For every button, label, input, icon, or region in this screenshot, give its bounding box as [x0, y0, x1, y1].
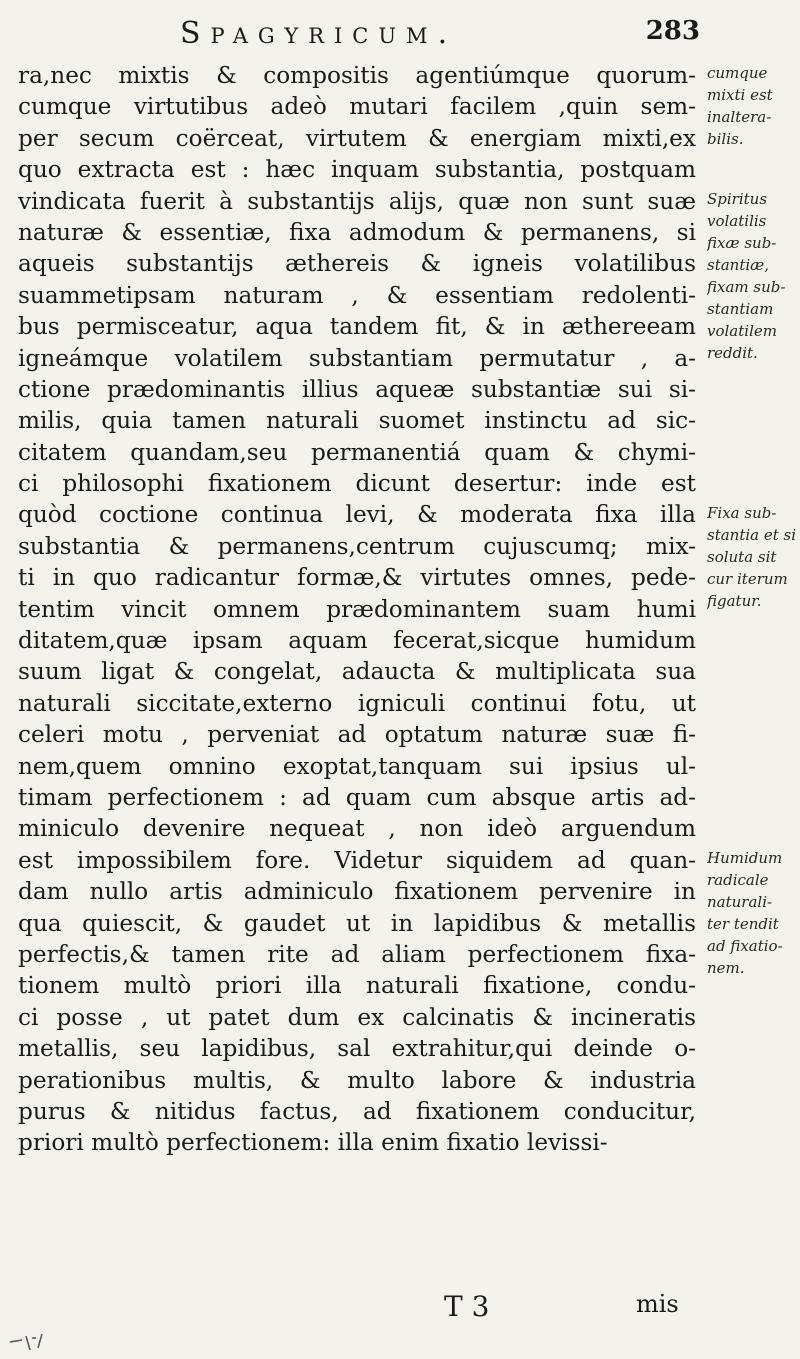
page-number: 283 [645, 16, 700, 46]
text-line: est impossibilem fore. Videtur siquidem ad quan- [18, 846, 696, 874]
text-line: ctione prædominantis illius aqueæ substantiæ sui si- [18, 375, 696, 403]
marginal-note-line: stantiam [707, 299, 774, 318]
text-line: perationibus multis, & multo labore & industria [18, 1066, 696, 1094]
text-line: bus permisceatur, aqua tandem fit, & in æthereeam [18, 313, 696, 341]
marginal-note-line: bilis. [707, 130, 744, 148]
text-line: metallis, seu lapidibus, sal extrahitur,qui deinde o- [18, 1035, 696, 1063]
text-line: ci philosophi fixationem dicunt desertur: inde est [18, 470, 696, 498]
marginal-note [707, 188, 797, 364]
marginal-note-line: mixti est [707, 86, 773, 104]
text-line: suammetipsam naturam , & essentiam redolenti- [18, 281, 696, 309]
text-line: miniculo devenire nequeat , non ideò arguendum [18, 815, 696, 843]
text-line: igneámque volatilem substantiam permutatur , a- [18, 344, 696, 372]
marginal-note-line: figatur. [707, 591, 762, 610]
text-line: qua quiescit, & gaudet ut in lapidibus & metallis [18, 909, 696, 937]
text-line: aqueis substantijs æthereis & igneis volatilibus [18, 250, 696, 278]
text-line: naturæ & essentiæ, fixa admodum & permanens, si [18, 218, 696, 246]
text-line: ra,nec mixtis & compositis agentiúmque quorum- [18, 62, 696, 89]
marginal-note-line: radicale [707, 871, 769, 889]
marginal-note-line: cumque [707, 64, 768, 82]
marginal-note-line: volatilem [707, 321, 777, 340]
main-text-block [18, 60, 696, 1159]
text-line: suum ligat & congelat, adaucta & multiplicata sua [18, 658, 696, 686]
marginal-note-line: naturali- [707, 893, 773, 911]
marginal-note-line: fixæ sub- [707, 233, 777, 252]
text-line: quo extracta est : hæc inquam substantia, postquam [18, 156, 696, 184]
marginal-note [707, 847, 797, 979]
marginal-note-line: Humidum [707, 849, 783, 867]
marginal-note-line: stantia et si [707, 525, 797, 544]
text-line: timam perfectionem : ad quam cum absque artis ad- [18, 783, 696, 811]
marginal-note-line: reddit. [707, 343, 758, 362]
text-line: ti in quo radicantur formæ,& virtutes omnes, pede- [18, 564, 696, 592]
catchword: mis [636, 1290, 679, 1318]
text-line: purus & nitidus factus, ad fixationem conducitur, [18, 1097, 696, 1125]
text-line: tionem multò priori illa naturali fixatione, condu- [18, 972, 696, 1000]
text-line: ditatem,quæ ipsam aquam fecerat,sicque humidum [18, 627, 696, 655]
text-line: per secum coërceat, virtutem & energiam mixti,ex [18, 124, 696, 152]
marginal-note-line: nem. [707, 959, 745, 977]
marginal-note-line: ad fixatio- [707, 937, 783, 955]
marginal-note-line: Fixa sub- [707, 503, 777, 522]
marginal-note-line: Spiritus [707, 189, 768, 208]
text-line: perfectis,& tamen rite ad aliam perfectionem fixa- [18, 940, 696, 968]
marginal-note-line: soluta sit [707, 547, 777, 566]
marginal-note-line: inaltera- [707, 108, 772, 126]
running-head: Spagyricum. [180, 16, 458, 51]
text-line: quòd coctione continua levi, & moderata fixa illa [18, 501, 696, 529]
text-line: substantia & permanens,centrum cujuscumq; mix- [18, 532, 696, 560]
text-line: tentim vincit omnem prædominantem suam humi [18, 595, 696, 623]
marginal-note-line: volatilis [707, 211, 767, 230]
marginal-note-line: fixam sub- [707, 277, 786, 296]
text-line: dam nullo artis adminiculo fixationem pervenire in [18, 878, 696, 906]
page-header [140, 12, 700, 64]
text-line: vindicata fuerit à substantijs alijs, quæ non sunt suæ [18, 187, 696, 215]
marginal-note [707, 502, 797, 612]
text-line: nem,quem omnino exoptat,tanquam sui ipsius ul- [18, 752, 696, 780]
text-line: celeri motu , perveniat ad optatum naturæ suæ fi- [18, 721, 696, 749]
marginal-note-line: cur iterum [707, 569, 788, 588]
text-line: naturali siccitate,externo igniculi continui fotu, ut [18, 689, 696, 717]
text-line: citatem quandam,seu permanentiá quam & chymi- [18, 438, 696, 466]
marginal-note-line: stantiæ, [707, 255, 770, 274]
marginal-note-line: ter tendit [707, 915, 779, 933]
text-line: ci posse , ut patet dum ex calcinatis & incineratis [18, 1003, 696, 1031]
signature-mark: T 3 [444, 1290, 490, 1323]
text-line: milis, quia tamen naturali suomet instinctu ad sic- [18, 407, 696, 435]
marginal-note [707, 62, 797, 150]
ink-smudge-icon [6, 1328, 66, 1356]
page-footer [0, 1290, 800, 1359]
text-line: cumque virtutibus adeò mutari facilem ,quin sem- [18, 93, 696, 121]
text-line: priori multò perfectionem: illa enim fixatio levissi- [18, 1129, 608, 1157]
